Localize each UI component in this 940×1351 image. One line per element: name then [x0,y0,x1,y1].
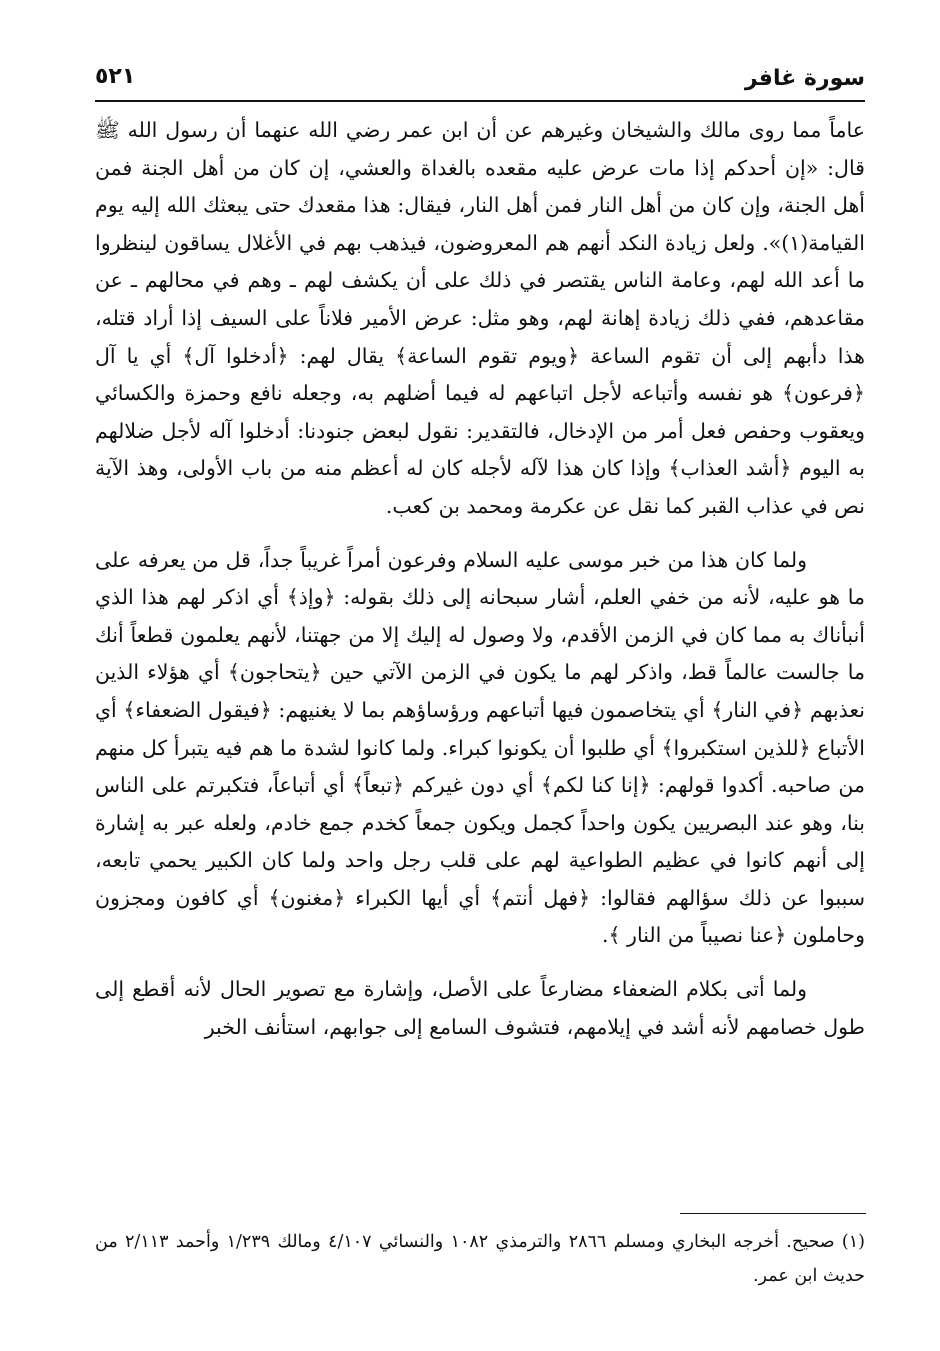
page-number: ٥٢١ [95,64,136,89]
paragraph-3-text: ولما أتى بكلام الضعفاء مضارعاً على الأصل، وإشارة مع تصوير الحال لأنه أقطع إلى طول خصامهم لأنه أشد في إيلامهم، فتشوف السامع إلى جوابهم، استأنف الخبر [95,977,865,1039]
paragraph-1: عاماً مما روى مالك والشيخان وغيرهم عن أن ابن عمر رضي الله عنهما أن رسول الله ﷺ قال: «إن أحدكم إذا مات عرض عليه مقعده بالغداة والعشي، إن كان من أهل الجنة فمن أهل الجنة، وإن كان من أهل النار فمن أهل النار، فيقال: هذا مقعدك حتى يبعثك الله إليه يوم القيامة(١)». ولعل زيادة النكد أنهم هم المعروضون، فيذهب بهم في الأغلال يساقون لينظروا ما أعد الله لهم، وعامة الناس يقتصر في ذلك على أن يكشف لهم ـ وهم في محالهم ـ عن مقاعدهم، ففي ذلك زيادة إهانة لهم، وهو مثل: عرض الأمير فلاناً على السيف إذا أراد قتله، هذا دأبهم إلى أن تقوم الساعة ﴿ويوم تقوم الساعة﴾ يقال لهم: ﴿أدخلوا آل﴾ أي يا آل ﴿فرعون﴾ هو نفسه وأتباعه لأجل اتباعهم له فيما أضلهم به، وجعله نافع وحمزة والكسائي ويعقوب وحفص فعل أمر من الإدخال، فالتقدير: نقول لبعض جنودنا: أدخلوا آله لأجل ضلالهم به اليوم ﴿أشد العذاب﴾ وإذا كان هذا لآله لأجله كان له أعظم منه من باب الأولى، وهذ الآية نص في عذاب القبر كما نقل عن عكرمة ومحمد بن كعب. [95,118,865,518]
footnote-divider [680,1213,866,1214]
page-header [95,60,865,102]
surah-title: سورة غافر [744,66,865,91]
footnote: (١) صحيح. أخرجه البخاري ومسلم ٢٨٦٦ والترمذي ١٠٨٢ والنسائي ٤/١٠٧ ومالك ١/٢٣٩ وأحمد ٢/١١٣ من حديث ابن عمر. [95,1232,865,1286]
paragraph-2-text: ولما كان هذا من خبر موسى عليه السلام وفرعون أمراً غريباً جداً، قل من يعرفه على ما هو عليه، لأنه من خفي العلم، أشار سبحانه إلى ذلك بقوله: ﴿وإذ﴾ أي اذكر لهم هذا الذي أنبأناك به مما كان في الزمن الأقدم، ولا وصول له إليك إلا من جهتنا، لأنهم يعلمون قطعاً أنك ما جالست عالماً قط، واذكر لهم ما يكون في الزمن الآتي حين ﴿يتحاجون﴾ أي هؤلاء الذين نعذبهم ﴿في النار﴾ أي يتخاصمون فيها أتباعهم ورؤساؤهم بما لا يغنيهم: ﴿فيقول الضعفاء﴾ أي الأتباع ﴿للذين استكبروا﴾ أي طلبوا أن يكونوا كبراء. ولما كانوا لشدة ما هم فيه يتبرأ كل منهم من صاحبه. أكدوا قولهم: ﴿إنا كنا لكم﴾ أي دون غيركم ﴿تبعاً﴾ أي أتباعاً، فتكبرتم على الناس بنا، وهو عند البصريين يكون واحداً كجمل ويكون جمعاً كخدم جمع خادم، ولعله عبر به إشارة إلى أنهم كانوا في عظيم الطواعية لهم على قلب رجل واحد ولما كان الكبير يحمي تابعه، سببوا عن ذلك سؤالهم فقالوا: ﴿فهل أنتم﴾ أي أيها الكبراء ﴿مغنون﴾ أي كافون ومجزون وحاملون ﴿عنا نصيباً من النار ﴾. [95,547,865,948]
paragraph-2 [95,542,865,956]
body-text [95,112,865,1046]
paragraph-3 [95,971,865,1046]
